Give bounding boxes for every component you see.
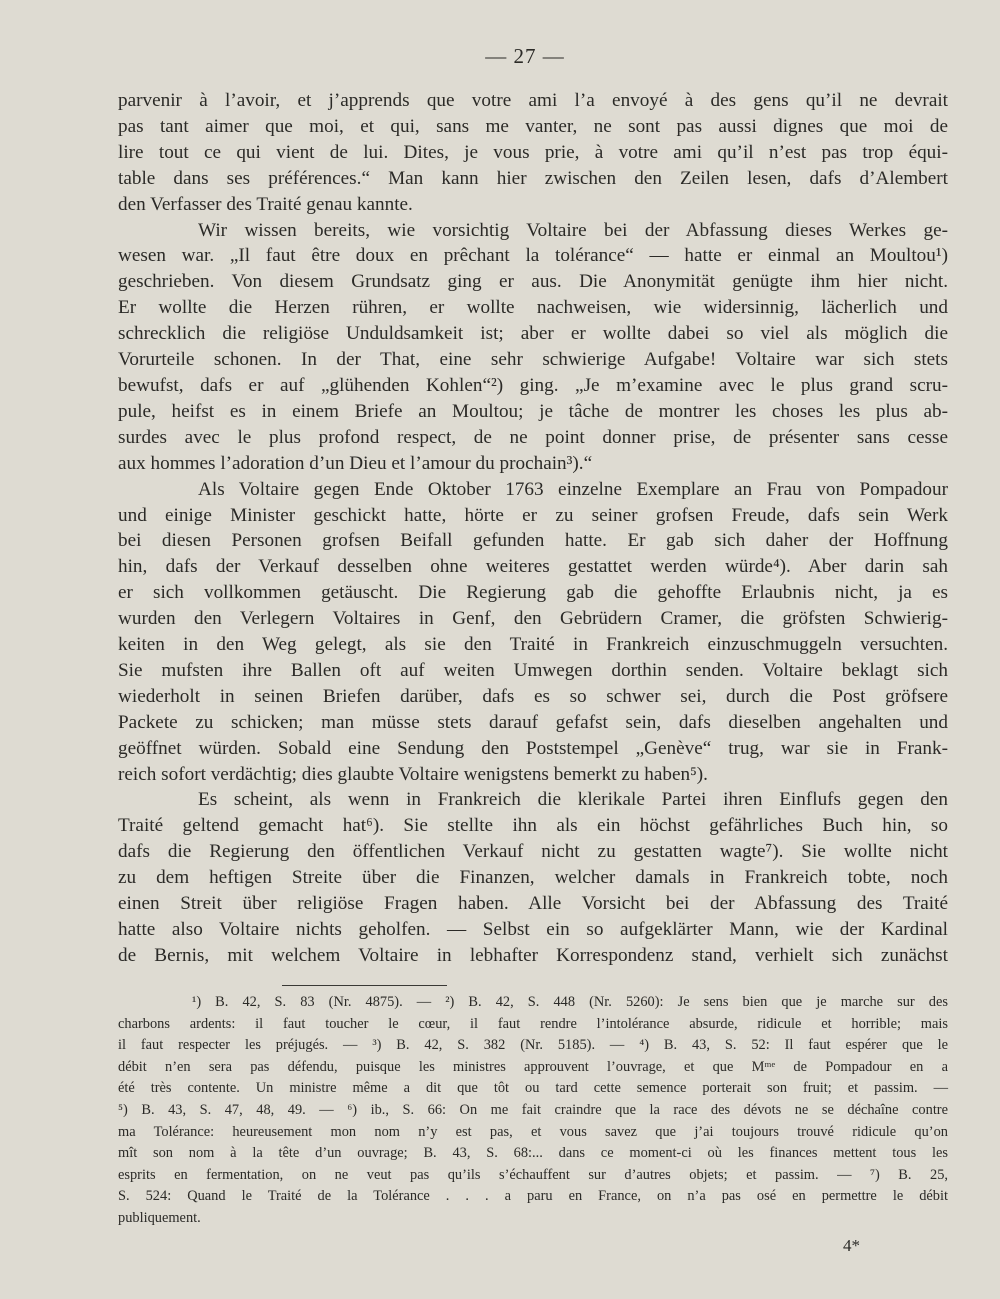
text-line: schrecklich die religiöse Unduldsamkeit ist; aber er wollte dabei so viel als möglich die <box>118 323 948 345</box>
footnote-line: mît son nom à la tête d’un ouvrage; B. 43, S. 68:... dans ce moment-ci où les finances mettent tous les <box>118 1145 948 1162</box>
text-line: Sie mufsten ihre Ballen oft auf weiten Umwegen dorthin senden. Voltaire beklagt sich <box>118 659 948 681</box>
text-line: und einige Minister geschickt hatte, hörte er zu seiner grofsen Freude, dafs sein Werk <box>118 504 948 526</box>
text-line: Vorurteile schonen. In der That, eine sehr schwierige Aufgabe! Voltaire war sich stets <box>118 349 948 371</box>
text-line: den Verfasser des Traité genau kannte. <box>118 193 413 215</box>
text-line: er sich vollkommen getäuscht. Die Regierung gab die gehoffte Erlaubnis nicht, ja es <box>118 582 948 604</box>
body-text <box>118 88 948 969</box>
footnote-line: ma Tolérance: heureusement mon nom n’y est pas, et vous savez que j’ai toujours trouvé ridicule qu’on <box>118 1123 948 1140</box>
footnote-line: publiquement. <box>118 1209 201 1226</box>
text-line: einen Streit über religiöse Fragen haben. Alle Vorsicht bei der Abfassung des Traité <box>118 893 948 915</box>
footnote-divider <box>282 985 447 986</box>
footnote-line: été très contente. Un ministre même a dit que tôt ou tard cette semence porterait son fruit; et passim. — <box>118 1080 948 1097</box>
text-line: de Bernis, mit welchem Voltaire in lebhafter Korrespondenz stand, verhielt sich zunächst <box>118 944 948 966</box>
text-line: reich sofort verdächtig; dies glaubte Voltaire wenigstens bemerkt zu haben⁵). <box>118 763 708 785</box>
text-line: Es scheint, als wenn in Frankreich die klerikale Partei ihren Einflufs gegen den <box>198 789 948 811</box>
text-line: aux hommes l’adoration d’un Dieu et l’amour du prochain³).“ <box>118 452 593 474</box>
page-number: — 27 — <box>485 44 565 68</box>
text-line: dafs die Regierung den öffentlichen Verkauf nicht zu gestatten wagte⁷). Sie wollte nicht <box>118 841 948 863</box>
text-line: zu dem heftigen Streite über die Finanzen, welcher damals in Frankreich tobte, noch <box>118 867 948 889</box>
text-line: geschrieben. Von diesem Grundsatz ging er aus. Die Anonymität genügte ihm hier nicht. <box>118 271 948 293</box>
text-line: pule, heifst es in einem Briefe an Moultou; je tâche de montrer les choses les plus ab- <box>118 400 948 422</box>
footnote-line: débit n’en sera pas défendu, puisque les ministres approuvent l’ouvrage, et que Mᵐᵉ de Pompadour en a <box>118 1058 948 1075</box>
text-line: parvenir à l’avoir, et j’apprends que votre ami l’a envoyé à des gens qu’il ne devrait <box>118 90 948 111</box>
footnotes <box>118 992 948 1230</box>
text-line: Als Voltaire gegen Ende Oktober 1763 einzelne Exemplare an Frau von Pompadour <box>198 478 948 500</box>
signature-mark: 4* <box>843 1236 860 1255</box>
text-line: hin, dafs der Verkauf desselben ohne weiteres gestattet werden würde⁴). Aber darin sah <box>118 556 948 578</box>
text-line: Wir wissen bereits, wie vorsichtig Voltaire bei der Abfassung dieses Werkes ge- <box>198 219 948 241</box>
text-line: Packete zu schicken; man müsse stets darauf gefafst sein, dafs dieselben angehalten und <box>118 711 948 733</box>
footnote-line: ⁵) B. 43, S. 47, 48, 49. — ⁶) ib., S. 66: On me fait craindre que la race des dévots ne se déchaîne contre <box>118 1101 948 1118</box>
footnote-line: esprits en fermentation, on ne veut pas qu’ils s’échauffent sur d’autres objets; et passim. — ⁷) B. 25, <box>118 1166 948 1183</box>
text-line: pas tant aimer que moi, et qui, sans me vanter, ne sont pas aussi dignes que moi de <box>118 115 948 137</box>
footnote-line: charbons ardents: il faut toucher le cœur, il faut rendre l’intolérance absurde, ridicule et horrible; mais <box>118 1015 948 1032</box>
footnote-line: S. 524: Quand le Traité de la Tolérance . . . a paru en France, on n’a pas osé en permettre le débit <box>118 1188 948 1205</box>
text-line: wurden den Verlegern Voltaires in Genf, den Gebrüdern Cramer, die gröfsten Schwierig- <box>118 608 948 630</box>
text-line: lire tout ce qui vient de lui. Dites, je vous prie, à votre ami qu’il n’est pas trop équi- <box>118 141 948 163</box>
text-line: Traité geltend gemacht hat⁶). Sie stellte ihn als ein höchst gefährliches Buch hin, so <box>118 815 948 837</box>
text-line: bewufst, dafs er auf „glühenden Kohlen“²) ging. „Je m’examine avec le plus grand scru- <box>118 374 948 396</box>
text-line: wesen war. „Il faut être doux en prêchant la tolérance“ — hatte er einmal an Moultou¹) <box>118 245 948 267</box>
text-line: hatte also Voltaire nichts geholfen. — Selbst ein so aufgeklärter Mann, wie der Kardinal <box>118 919 948 940</box>
text-line: table dans ses préférences.“ Man kann hier zwischen den Zeilen lesen, dafs d’Alembert <box>118 167 948 189</box>
footnote-line: il faut respecter les préjugés. — ³) B. 42, S. 382 (Nr. 5185). — ⁴) B. 43, S. 52: Il faut espérer que le <box>118 1037 948 1054</box>
footnote-line: ¹) B. 42, S. 83 (Nr. 4875). — ²) B. 42, S. 448 (Nr. 5260): Je sens bien que je marche sur des <box>192 994 948 1010</box>
text-line: surdes avec le plus profond respect, de ne point donner prise, de présenter sans cesse <box>118 426 948 448</box>
text-line: Er wollte die Herzen rühren, er wollte nachweisen, wie widersinnig, lächerlich und <box>118 297 948 319</box>
text-line: keiten in den Weg gelegt, als sie den Traité in Frankreich einzuschmuggeln versuchten. <box>118 634 948 656</box>
text-line: wiederholt in seinen Briefen darüber, dafs es so schwer sei, durch die Post gröfsere <box>118 685 948 707</box>
text-line: geöffnet würden. Sobald eine Sendung den Poststempel „Genève“ trug, war sie in Frank- <box>118 737 948 759</box>
text-line: bei diesen Personen grofsen Beifall gefunden hatte. Er gab sich daher der Hoffnung <box>118 530 948 552</box>
